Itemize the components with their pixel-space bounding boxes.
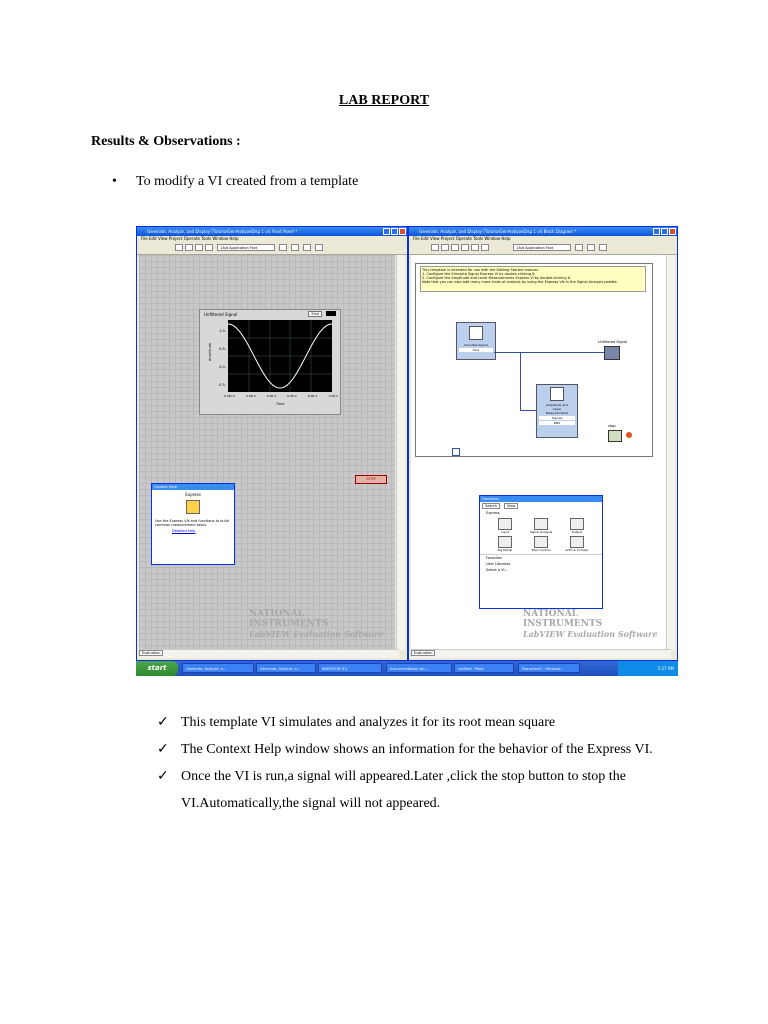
y-tick: -0.5- <box>217 383 226 387</box>
taskbar-item[interactable]: Instrumentation lab -... <box>386 663 452 673</box>
note-line: 2. Configure the Amplitude and Level Measurements Express VI by double-clicking it. <box>422 276 572 280</box>
block-diagram-canvas[interactable] <box>411 255 667 650</box>
distribute-icon[interactable] <box>587 244 595 251</box>
run-arrow-icon[interactable] <box>431 244 439 251</box>
context-help-title[interactable]: Context Help <box>152 484 234 490</box>
y-tick: 0.0- <box>219 365 226 369</box>
checkmark-icon: ✓ <box>157 769 169 784</box>
run-continuous-icon[interactable] <box>185 244 193 251</box>
align-icon[interactable] <box>279 244 287 251</box>
x-tick: 2.0E-2 <box>246 394 256 398</box>
vertical-scrollbar[interactable] <box>396 255 405 650</box>
observation-item <box>157 736 677 763</box>
bullet-marker: • <box>112 174 117 189</box>
resize-icon[interactable] <box>303 244 311 251</box>
graph-terminal-icon[interactable] <box>604 346 620 360</box>
block-diagram-window <box>408 226 678 661</box>
pause-icon[interactable] <box>205 244 213 251</box>
output-palette-item[interactable]: Output <box>560 518 594 534</box>
signal-analysis-palette-item[interactable]: Signal Analysis <box>524 518 558 534</box>
rms-terminal: RMS <box>539 421 575 425</box>
maximize-button[interactable] <box>661 228 668 235</box>
highlight-icon[interactable] <box>471 244 479 251</box>
exec-control-palette-item[interactable]: Exec Control <box>524 536 558 552</box>
observation-text: This template VI simulates and analyzes it for its root mean square <box>181 715 556 730</box>
font-select[interactable]: 13pt Application Font <box>217 244 275 251</box>
taskbar-item[interactable]: untitled - Paint <box>454 663 514 673</box>
legend-plot-icon <box>326 311 336 316</box>
pause-icon[interactable] <box>461 244 469 251</box>
minimize-button[interactable] <box>653 228 660 235</box>
ni-logo <box>523 609 657 639</box>
note-line: Note that you can also add many more kinds of analysis by using the Express VIs in the Signal Analysis palette. <box>422 280 618 284</box>
taskbar-item[interactable]: KINGSTON (F:) <box>318 663 382 673</box>
taskbar-item[interactable]: Document1 - Microsof... <box>518 663 580 673</box>
front-panel-menubar[interactable]: File Edit View Project Operate Tools Window Help <box>141 236 239 241</box>
font-select[interactable]: 13pt Application Font <box>513 244 571 251</box>
page-title: LAB REPORT <box>338 93 430 108</box>
vi-label: Amplitude and <box>546 403 568 407</box>
system-tray <box>618 661 678 676</box>
detailed-help-link[interactable]: Detailed help <box>172 529 196 533</box>
iteration-terminal-icon <box>452 448 460 456</box>
observation-item <box>157 763 677 817</box>
observation-item <box>157 709 677 736</box>
taskbar-item[interactable]: Generate, Analyze, a... <box>256 663 316 673</box>
express-category[interactable]: Express <box>486 511 500 515</box>
sine-waveform <box>228 320 332 392</box>
labview-screenshot <box>136 226 678 676</box>
unfiltered-signal-label: Unfiltered Signal <box>598 340 628 344</box>
checkmark-icon: ✓ <box>157 715 169 730</box>
logo-line: INSTRUMENTS <box>249 619 329 629</box>
windows-taskbar <box>136 661 678 676</box>
stop-terminal-label: stop <box>608 424 616 428</box>
front-panel-canvas[interactable] <box>139 255 395 650</box>
graph-label: Unfiltered Signal <box>204 312 238 317</box>
logo-line: INSTRUMENTS <box>523 619 603 629</box>
user-libraries-category[interactable]: User Libraries <box>486 562 511 566</box>
reorder-icon[interactable] <box>315 244 323 251</box>
x-tick: 1.0E-1 <box>328 394 338 398</box>
retain-wire-icon[interactable] <box>481 244 489 251</box>
observation-text: Once the VI is run,a signal will appeared.Later ,click the stop button to stop the VI.Automatically,the signal will not appeared. <box>181 769 626 811</box>
context-help-window <box>151 483 235 565</box>
evaluation-tag: Evaluation <box>411 650 435 656</box>
reorder-icon[interactable] <box>599 244 607 251</box>
context-help-heading: Express <box>185 492 201 497</box>
ni-logo <box>249 609 383 639</box>
horizontal-scrollbar[interactable] <box>411 649 671 658</box>
front-panel-title: Generate, Analyze, and Display [TutorialGenAnalyzeDisp 1.vi] Front Panel * <box>147 229 298 234</box>
minimize-button[interactable] <box>383 228 390 235</box>
x-axis-label: Time <box>276 402 285 406</box>
x-tick: 6.0E-2 <box>287 394 297 398</box>
functions-palette <box>479 495 603 609</box>
y-tick: 1.0- <box>219 329 226 333</box>
vi-label: Measurements <box>545 411 569 415</box>
x-tick: 4.0E-2 <box>266 394 277 398</box>
stop-button[interactable]: STOP <box>355 475 387 484</box>
align-icon[interactable] <box>575 244 583 251</box>
bullet-text: To modify a VI created from a template <box>136 174 359 189</box>
while-loop[interactable] <box>415 263 653 457</box>
front-panel-toolbar <box>137 242 407 255</box>
logo-line: NATIONAL <box>523 609 579 619</box>
close-button[interactable] <box>399 228 406 235</box>
express-icons-grid <box>480 516 602 554</box>
sine-label: Sine <box>459 348 493 352</box>
front-panel-titlebar[interactable] <box>137 227 407 236</box>
y-axis-label: Amplitude <box>207 343 212 361</box>
loop-condition-icon[interactable] <box>626 432 632 438</box>
signals-terminal: Signals <box>539 416 575 420</box>
observation-text: The Context Help window shows an information for the behavior of the Express VI. <box>181 742 653 757</box>
abort-icon[interactable] <box>195 244 203 251</box>
stop-terminal-icon[interactable] <box>608 430 622 442</box>
vertical-scrollbar[interactable] <box>666 255 675 650</box>
evaluation-tag: Evaluation <box>139 650 163 656</box>
graph-plot-area <box>228 320 332 392</box>
signal-wire <box>494 352 604 353</box>
functions-palette-title[interactable]: Functions <box>480 496 602 502</box>
checkmark-icon: ✓ <box>157 742 169 757</box>
maximize-button[interactable] <box>391 228 398 235</box>
measurement-icon <box>550 387 564 401</box>
signal-wire <box>520 352 521 410</box>
sig-manip-palette-item[interactable]: Sig Manip <box>488 536 522 552</box>
simulate-signal-vi[interactable] <box>456 322 496 360</box>
express-palette-icon <box>186 500 200 514</box>
x-tick: 8.0E-2 <box>307 394 318 398</box>
simulate-signal-label: Simulate Signal <box>464 343 488 347</box>
close-button[interactable] <box>669 228 676 235</box>
x-tick: 0.0E+0 <box>224 394 236 398</box>
arith-compar-palette-item[interactable]: Arith & Compar <box>560 536 594 552</box>
y-tick: 0.5- <box>219 347 226 351</box>
logo-line: LabVIEW Evaluation Software <box>249 629 384 639</box>
select-vi-item[interactable]: Select a VI... <box>486 568 508 572</box>
context-help-body: Use the Express VIs and functions to build common measurement tasks. <box>155 519 229 527</box>
run-arrow-icon[interactable] <box>175 244 183 251</box>
note-line: This template is intended for use with the Getting Started manual. <box>422 268 539 272</box>
graph-legend: Sine <box>308 311 322 317</box>
horizontal-scrollbar[interactable] <box>139 649 399 658</box>
view-button[interactable]: View <box>504 503 518 509</box>
signal-wire <box>520 410 536 411</box>
favorites-category[interactable]: Favorites <box>480 554 602 561</box>
front-panel-window <box>136 226 408 661</box>
note-line: 1. Configure the Simulate Signal Express VI by double-clicking it. <box>422 272 536 276</box>
x-axis-ticks <box>224 394 338 398</box>
section-heading: Results & Observations : <box>91 134 241 149</box>
start-button[interactable]: start <box>136 661 178 676</box>
block-diagram-titlebar[interactable] <box>409 227 677 236</box>
logo-line: LabVIEW Evaluation Software <box>523 629 658 639</box>
distribute-icon[interactable] <box>291 244 299 251</box>
simulate-signal-icon <box>469 326 483 340</box>
vi-label: Level <box>553 407 561 411</box>
search-button[interactable]: Search <box>482 503 500 509</box>
abort-icon[interactable] <box>451 244 459 251</box>
template-note <box>420 266 646 292</box>
waveform-graph[interactable] <box>199 309 341 415</box>
observations-list <box>157 709 677 817</box>
clock[interactable]: 5:27 AM <box>657 666 674 671</box>
taskbar-item[interactable]: Generate, Analyze, a... <box>182 663 254 673</box>
block-diagram-toolbar <box>409 242 677 255</box>
input-palette-item[interactable]: Input <box>488 518 522 534</box>
run-continuous-icon[interactable] <box>441 244 449 251</box>
amplitude-level-vi[interactable] <box>536 384 578 438</box>
block-diagram-menubar[interactable]: File Edit View Project Operate Tools Window Help <box>413 236 511 241</box>
logo-line: NATIONAL <box>249 609 305 619</box>
block-diagram-title: Generate, Analyze, and Display [TutorialGenAnalyzeDisp 1.vi] Block Diagram * <box>419 229 577 234</box>
